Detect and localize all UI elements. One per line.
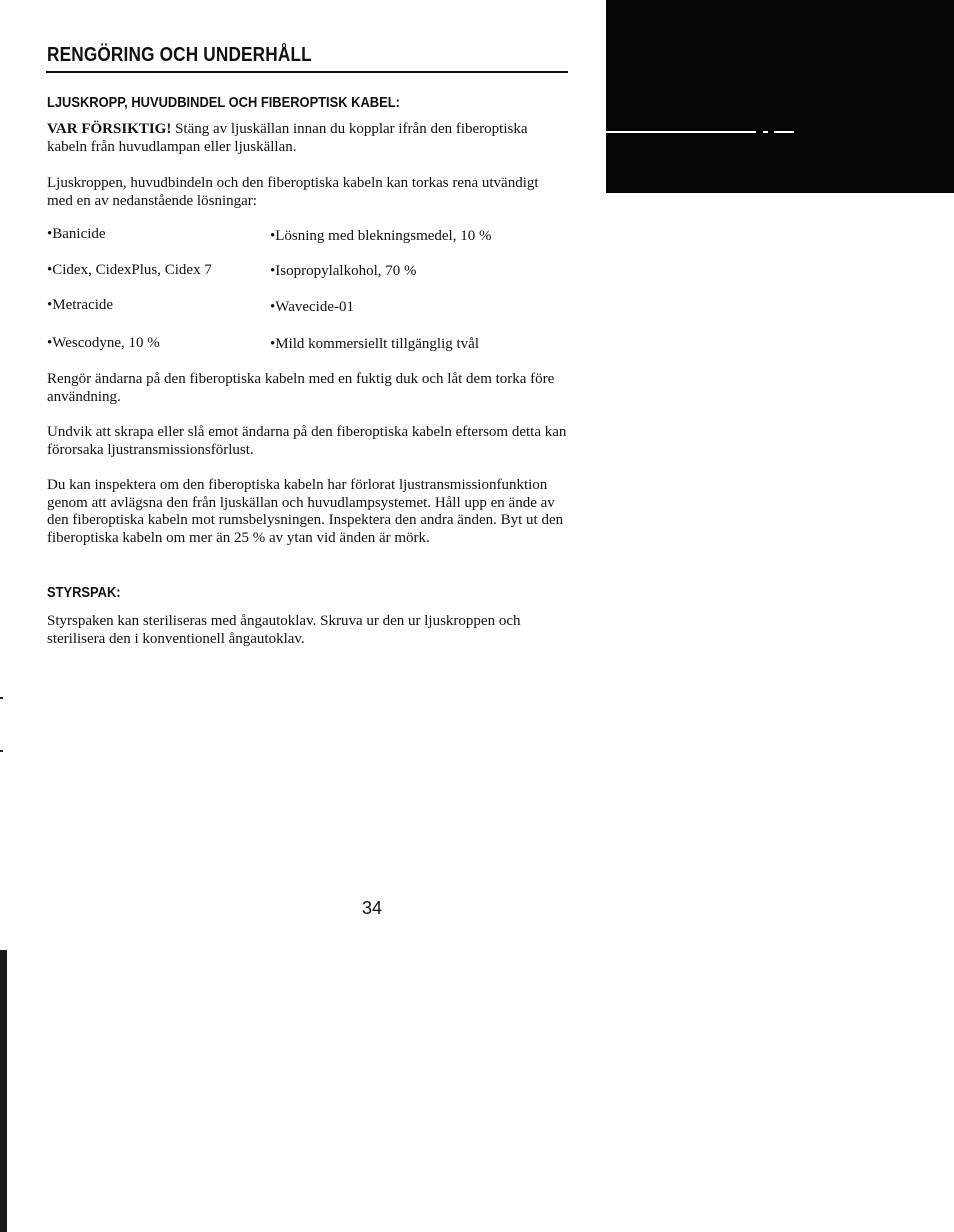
- page-title: RENGÖRING OCH UNDERHÅLL: [47, 44, 312, 66]
- solution-item: •Metracide: [47, 297, 114, 313]
- solution-item: •Cidex, CidexPlus, Cidex 7: [47, 262, 212, 278]
- intro-paragraph: Ljuskroppen, huvudbindeln och den fiberoptiska kabeln kan torkas rena utvändigt med en av nedanstående lösningar:: [47, 175, 539, 209]
- solution-item: •Wescodyne, 10 %: [47, 335, 160, 351]
- solution-item: •Wavecide-01: [270, 299, 355, 315]
- section-heading-cable: LJUSKROPP, HUVUDBINDEL OCH FIBEROPTISK KABEL:: [47, 94, 400, 111]
- chapter-tab-line: [606, 131, 756, 133]
- caution-label: VAR FÖRSIKTIG!: [47, 121, 172, 137]
- caution-text: Stäng av ljuskällan innan du kopplar ifrån den fiberoptiska kabeln från huvudlampan eller ljuskällan.: [47, 121, 528, 155]
- chapter-tab-dash: [774, 131, 794, 133]
- chapter-tab: [606, 0, 954, 193]
- clean-ends-paragraph: Rengör ändarna på den fiberoptiska kabeln med en fuktig duk och låt dem torka före användning.: [47, 371, 555, 405]
- solution-item: •Banicide: [47, 226, 106, 242]
- solution-item: •Mild kommersiellt tillgänglig tvål: [270, 336, 479, 352]
- chapter-tab-dash: [763, 131, 768, 133]
- page-number: 34: [362, 898, 383, 918]
- title-rule: [46, 71, 568, 73]
- section-heading-lever: STYRSPAK:: [47, 584, 121, 601]
- solution-item: •Lösning med blekningsmedel, 10 %: [270, 228, 492, 244]
- scan-edge: [0, 950, 7, 1232]
- avoid-paragraph: Undvik att skrapa eller slå emot ändarna på den fiberoptiska kabeln eftersom detta kan förorsaka ljustransmissionsförlust.: [47, 424, 567, 458]
- scan-mark: [0, 750, 3, 752]
- inspect-paragraph: Du kan inspektera om den fiberoptiska kabeln har förlorat ljustransmissionfunktion genom att avlägsna den från ljuskällan och huvudlampsystemet. Håll upp en ände av den fiberoptiska kabeln mot rumsbelysningen. Inspektera den andra änden. Byt ut den fiberoptiska kabeln om mer än 25 % av ytan vid änden är mörk.: [47, 477, 564, 546]
- solution-item: •Isopropylalkohol, 70 %: [270, 263, 417, 279]
- caution-paragraph: [47, 121, 567, 156]
- lever-paragraph: Styrspaken kan steriliseras med ångautoklav. Skruva ur den ur ljuskroppen och sterilisera den i konventionell ångautoklav.: [47, 613, 521, 647]
- scan-mark: [0, 697, 3, 699]
